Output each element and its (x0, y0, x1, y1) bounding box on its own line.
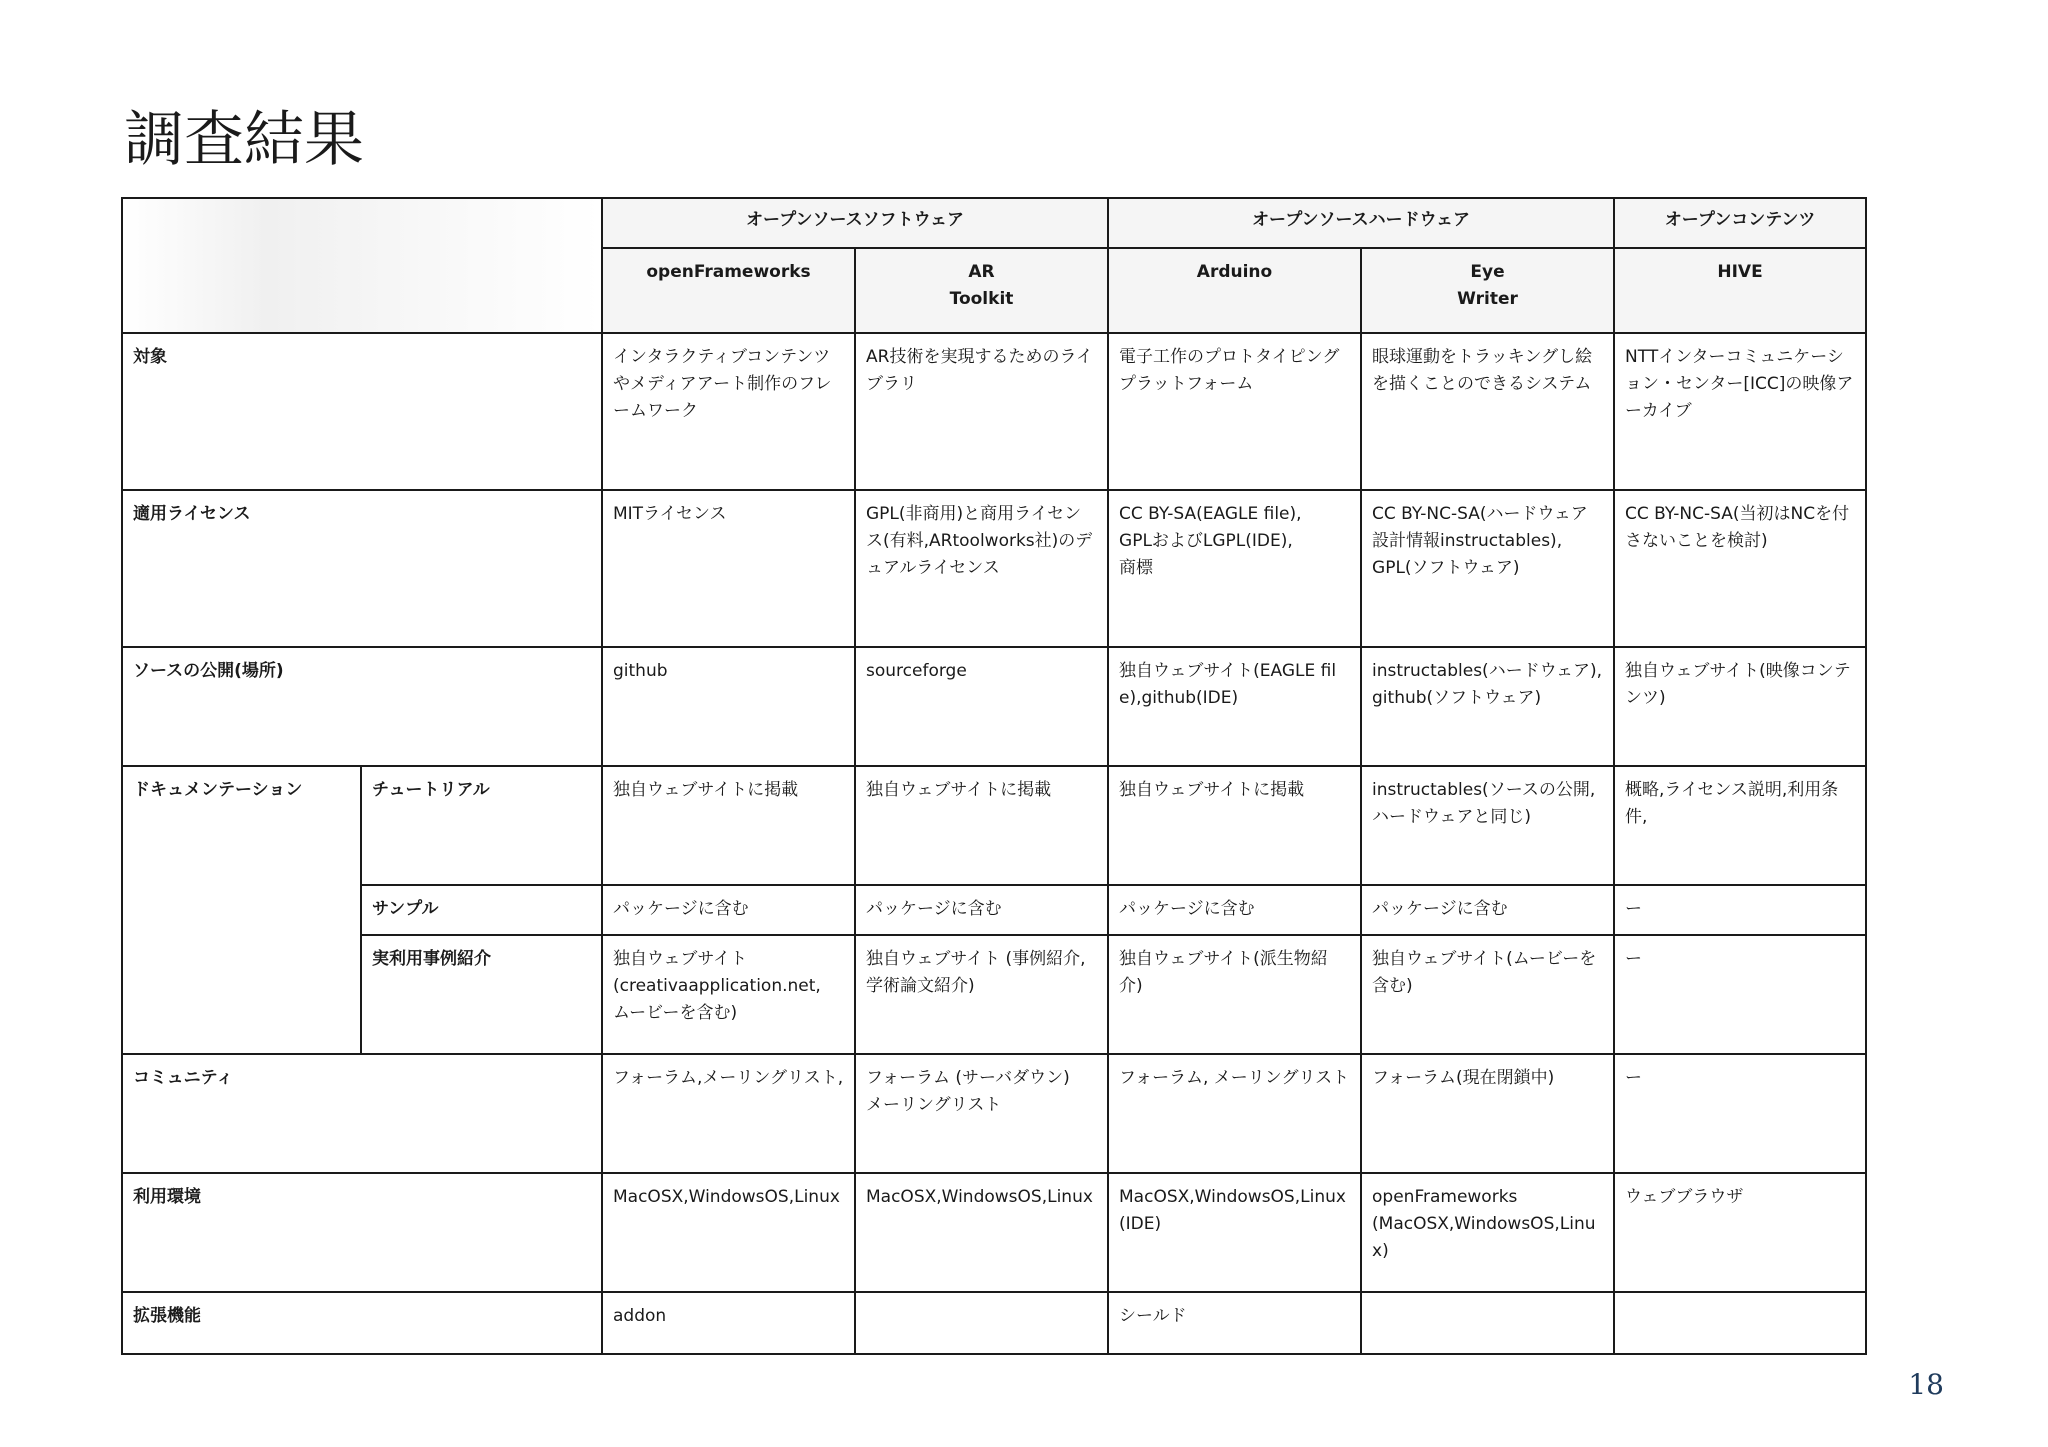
table-cell: 独自ウェブサイト(派生物紹介) (1108, 935, 1361, 1054)
tool-name: AR Toolkit (949, 262, 1014, 309)
table-cell: フォーラム(現在閉鎖中) (1361, 1054, 1614, 1173)
table-cell: フォーラム,メーリングリスト, (602, 1054, 855, 1173)
table-cell: AR技術を実現するためのライブラリ (855, 333, 1108, 490)
tool-name: openFrameworks (646, 262, 811, 282)
table-cell: sourceforge (855, 647, 1108, 766)
tool-header-arduino (1108, 248, 1361, 333)
group-header-open-content: オープンコンテンツ (1614, 198, 1866, 248)
table-row (122, 1292, 1866, 1354)
table-cell: github (602, 647, 855, 766)
table-row (122, 333, 1866, 490)
row-label-source: ソースの公開(場所) (122, 647, 602, 766)
table-cell: MITライセンス (602, 490, 855, 647)
table-cell: ー (1614, 1054, 1866, 1173)
row-label-license: 適用ライセンス (122, 490, 602, 647)
comparison-table (121, 197, 1867, 1355)
page-title: 調査結果 (124, 105, 364, 175)
table-cell: NTTインターコミュニケーション・センター[ICC]の映像アーカイブ (1614, 333, 1866, 490)
row-sublabel-cases: 実利用事例紹介 (361, 935, 602, 1054)
table-cell: 独自ウェブサイト(ムービーを含む) (1361, 935, 1614, 1054)
row-label-target: 対象 (122, 333, 602, 490)
table-cell: addon (602, 1292, 855, 1354)
table-cell: フォーラム (サーバダウン) メーリングリスト (855, 1054, 1108, 1173)
table-cell: CC BY-NC-SA(当初はNCを付さないことを検討) (1614, 490, 1866, 647)
tool-header-eyewriter (1361, 248, 1614, 333)
table-cell: MacOSX,WindowsOS,Linux (855, 1173, 1108, 1292)
table-cell (1614, 1292, 1866, 1354)
table-cell: instructables(ソースの公開,ハードウェアと同じ) (1361, 766, 1614, 885)
tool-header-openframeworks (602, 248, 855, 333)
table-cell: CC BY-NC-SA(ハードウェア設計情報instructables), GPL(ソフトウェア) (1361, 490, 1614, 647)
table-cell: シールド (1108, 1292, 1361, 1354)
table-cell: 眼球運動をトラッキングし絵を描くことのできるシステム (1361, 333, 1614, 490)
table-cell (855, 1292, 1108, 1354)
table-cell: 独自ウェブサイト (事例紹介, 学術論文紹介) (855, 935, 1108, 1054)
table-cell: MacOSX,WindowsOS,Linux (602, 1173, 855, 1292)
table-cell: 独自ウェブサイト(映像コンテンツ) (1614, 647, 1866, 766)
table-cell: 概略,ライセンス説明,利用条件, (1614, 766, 1866, 885)
row-label-documentation: ドキュメンテーション (122, 766, 361, 1054)
table-cell: 電子工作のプロトタイピングプラットフォーム (1108, 333, 1361, 490)
table-cell: ウェブブラウザ (1614, 1173, 1866, 1292)
corner-cell (122, 198, 602, 333)
table-cell: CC BY-SA(EAGLE file), GPLおよびLGPL(IDE), 商標 (1108, 490, 1361, 647)
table-cell: パッケージに含む (1108, 885, 1361, 935)
group-header-osh: オープンソースハードウェア (1108, 198, 1614, 248)
table-cell (1361, 1292, 1614, 1354)
table-row (122, 647, 1866, 766)
table-row (122, 490, 1866, 647)
tool-name: Eye Writer (1457, 262, 1518, 309)
table-cell: パッケージに含む (602, 885, 855, 935)
table-cell: GPL(非商用)と商用ライセンス(有料,ARtoolworks社)のデュアルライセンス (855, 490, 1108, 647)
group-header-row (122, 198, 1866, 248)
table-row (122, 1054, 1866, 1173)
row-sublabel-sample: サンプル (361, 885, 602, 935)
tool-name: HIVE (1717, 262, 1763, 282)
row-label-community: コミュニティ (122, 1054, 602, 1173)
table-row (122, 885, 1866, 935)
table-cell: instructables(ハードウェア),github(ソフトウェア) (1361, 647, 1614, 766)
tool-header-artoolkit (855, 248, 1108, 333)
page-number: 18 (1908, 1368, 1944, 1401)
table-cell: パッケージに含む (1361, 885, 1614, 935)
table-cell: 独自ウェブサイト(EAGLE file),github(IDE) (1108, 647, 1361, 766)
row-label-extension: 拡張機能 (122, 1292, 602, 1354)
table-cell: 独自ウェブサイトに掲載 (855, 766, 1108, 885)
tool-name: Arduino (1196, 262, 1273, 282)
table-row (122, 935, 1866, 1054)
table-cell: インタラクティブコンテンツやメディアアート制作のフレームワーク (602, 333, 855, 490)
table-cell: 独自ウェブサイト (creativaapplication.net, ムービーを含む) (602, 935, 855, 1054)
table-cell: パッケージに含む (855, 885, 1108, 935)
group-header-oss: オープンソースソフトウェア (602, 198, 1108, 248)
table-row (122, 766, 1866, 885)
table-cell: フォーラム, メーリングリスト (1108, 1054, 1361, 1173)
row-sublabel-tutorial: チュートリアル (361, 766, 602, 885)
row-label-environment: 利用環境 (122, 1173, 602, 1292)
table-cell: MacOSX,WindowsOS,Linux (IDE) (1108, 1173, 1361, 1292)
table-row (122, 1173, 1866, 1292)
table-cell: ー (1614, 935, 1866, 1054)
table-cell: openFrameworks (MacOSX,WindowsOS,Linux) (1361, 1173, 1614, 1292)
table-cell: ー (1614, 885, 1866, 935)
table-cell: 独自ウェブサイトに掲載 (602, 766, 855, 885)
table-cell: 独自ウェブサイトに掲載 (1108, 766, 1361, 885)
tool-header-hive (1614, 248, 1866, 333)
